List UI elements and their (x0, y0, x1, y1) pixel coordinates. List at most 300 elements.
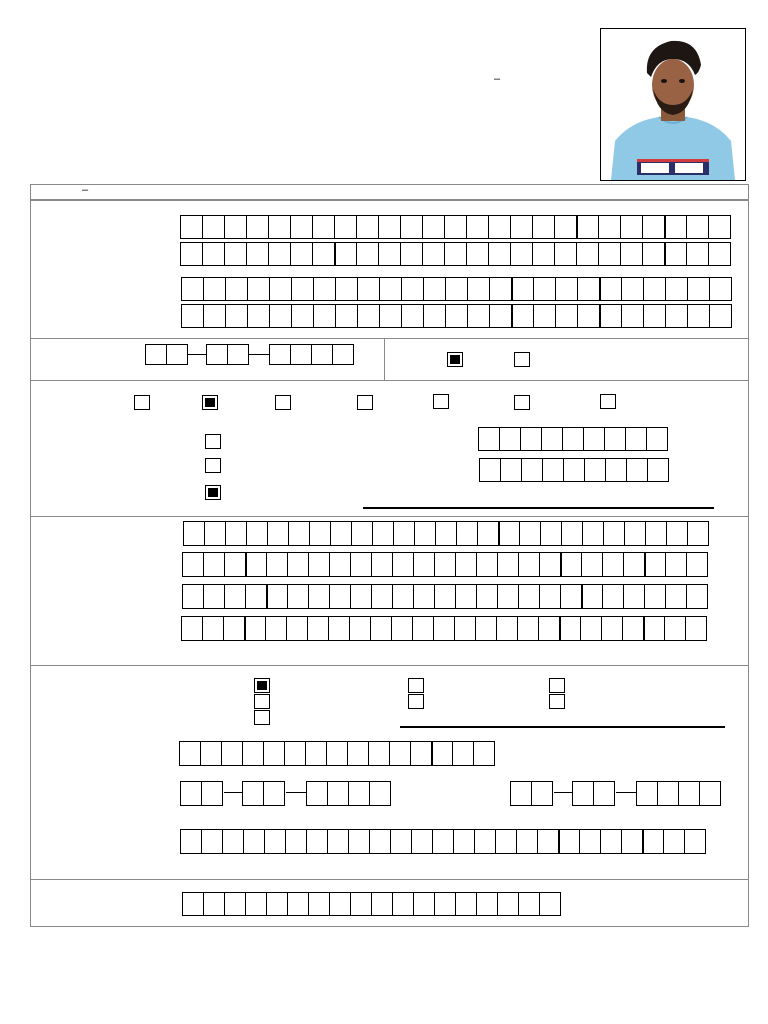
id-number-cell[interactable] (224, 892, 246, 916)
address-row-2-cell[interactable] (287, 552, 309, 577)
id-number-cell[interactable] (413, 892, 435, 916)
address-row-1-cell[interactable] (519, 521, 541, 546)
pin-code-cell[interactable] (305, 741, 327, 766)
phone-2-end-cell[interactable] (636, 781, 658, 806)
address-row-3-cell[interactable] (476, 584, 498, 609)
category-number-2[interactable] (479, 458, 669, 482)
address-row-4-cell[interactable] (622, 616, 644, 641)
address-row-3-cell[interactable] (224, 584, 246, 609)
name-row-3-cell[interactable] (467, 277, 490, 301)
address-row-1-cell[interactable] (351, 521, 373, 546)
address-row-2-cell[interactable] (392, 552, 414, 577)
phone-2-end-cell[interactable] (657, 781, 679, 806)
address-row-1-cell[interactable] (183, 521, 205, 546)
address-row-4-cell[interactable] (286, 616, 308, 641)
phone-1-end-cell[interactable] (327, 781, 349, 806)
address-row-2-cell[interactable] (539, 552, 561, 577)
email-row-cell[interactable] (243, 829, 265, 854)
name-row-1-cell[interactable] (598, 215, 621, 239)
name-row-4-cell[interactable] (467, 304, 490, 328)
address-row-2-cell[interactable] (560, 552, 582, 577)
name-row-4-cell[interactable] (511, 304, 534, 328)
category-number-2-cell[interactable] (500, 458, 522, 482)
address-row-3-cell[interactable] (287, 584, 309, 609)
pin-code-cell[interactable] (431, 741, 453, 766)
pin-code-cell[interactable] (326, 741, 348, 766)
address-row-4-cell[interactable] (580, 616, 602, 641)
email-row-cell[interactable] (432, 829, 454, 854)
name-row-1-cell[interactable] (246, 215, 269, 239)
email-row-cell[interactable] (642, 829, 664, 854)
id-number-cell[interactable] (182, 892, 204, 916)
name-row-3-cell[interactable] (511, 277, 534, 301)
email-row-cell[interactable] (201, 829, 223, 854)
pin-code-cell[interactable] (452, 741, 474, 766)
name-row-2-cell[interactable] (268, 242, 291, 266)
id-number-cell[interactable] (266, 892, 288, 916)
address-row-4-cell[interactable] (496, 616, 518, 641)
name-row-3-cell[interactable] (445, 277, 468, 301)
name-row-4-cell[interactable] (577, 304, 600, 328)
status-checkbox-1[interactable] (205, 434, 221, 449)
name-row-1-cell[interactable] (224, 215, 247, 239)
name-row-2-cell[interactable] (356, 242, 379, 266)
name-row-4-cell[interactable] (181, 304, 204, 328)
phone-1-mid[interactable] (242, 781, 285, 806)
address-row-1-cell[interactable] (309, 521, 331, 546)
address-row-3-cell[interactable] (560, 584, 582, 609)
address-row-1-cell[interactable] (435, 521, 457, 546)
category-checkbox-3[interactable] (275, 395, 291, 410)
name-row-3-cell[interactable] (555, 277, 578, 301)
dob-month[interactable] (206, 344, 249, 365)
id-number-cell[interactable] (287, 892, 309, 916)
address-row-4[interactable] (181, 616, 707, 641)
phone-2-mid[interactable] (572, 781, 615, 806)
address-row-4-cell[interactable] (685, 616, 707, 641)
name-row-1-cell[interactable] (290, 215, 313, 239)
name-row-4-cell[interactable] (379, 304, 402, 328)
address-row-3-cell[interactable] (686, 584, 708, 609)
id-number-cell[interactable] (539, 892, 561, 916)
address-row-4-cell[interactable] (244, 616, 266, 641)
name-row-2-cell[interactable] (642, 242, 665, 266)
name-row-4-cell[interactable] (533, 304, 556, 328)
dob-month-cell[interactable] (206, 344, 228, 365)
name-row-2-cell[interactable] (400, 242, 423, 266)
email-row-cell[interactable] (264, 829, 286, 854)
id-number-cell[interactable] (392, 892, 414, 916)
address-row-4-cell[interactable] (517, 616, 539, 641)
phone-1-mid-cell[interactable] (242, 781, 264, 806)
address-row-2-cell[interactable] (203, 552, 225, 577)
pin-code-cell[interactable] (473, 741, 495, 766)
name-row-4-cell[interactable] (357, 304, 380, 328)
name-row-3-cell[interactable] (599, 277, 622, 301)
name-row-4-cell[interactable] (269, 304, 292, 328)
address-type-checkbox-2[interactable] (254, 694, 270, 709)
name-row-4-cell[interactable] (687, 304, 710, 328)
email-row-cell[interactable] (600, 829, 622, 854)
name-row-3-cell[interactable] (687, 277, 710, 301)
address-row-2-cell[interactable] (266, 552, 288, 577)
address-row-4-cell[interactable] (643, 616, 665, 641)
address-row-2-cell[interactable] (581, 552, 603, 577)
email-row-cell[interactable] (537, 829, 559, 854)
name-row-4-cell[interactable] (489, 304, 512, 328)
address-row-4-cell[interactable] (601, 616, 623, 641)
address-row-2-cell[interactable] (497, 552, 519, 577)
category-checkbox-5[interactable] (433, 394, 449, 409)
category-number-2-cell[interactable] (584, 458, 606, 482)
name-row-2-cell[interactable] (290, 242, 313, 266)
address-row-1-cell[interactable] (645, 521, 667, 546)
name-row-1[interactable] (180, 215, 731, 239)
address-row-4-cell[interactable] (538, 616, 560, 641)
address-row-3-cell[interactable] (497, 584, 519, 609)
dob-year-cell[interactable] (311, 344, 333, 365)
pin-code-cell[interactable] (368, 741, 390, 766)
id-number-cell[interactable] (203, 892, 225, 916)
email-row-cell[interactable] (369, 829, 391, 854)
name-row-3-cell[interactable] (423, 277, 446, 301)
address-row-1-cell[interactable] (603, 521, 625, 546)
phone-1-end[interactable] (306, 781, 391, 806)
phone-1-code[interactable] (180, 781, 223, 806)
pin-code-cell[interactable] (347, 741, 369, 766)
name-row-3-cell[interactable] (665, 277, 688, 301)
name-row-4-cell[interactable] (247, 304, 270, 328)
address-row-3-cell[interactable] (350, 584, 372, 609)
name-row-2-cell[interactable] (378, 242, 401, 266)
name-row-2-cell[interactable] (466, 242, 489, 266)
name-row-3-cell[interactable] (247, 277, 270, 301)
category-checkbox-1[interactable] (134, 395, 150, 410)
name-row-1-cell[interactable] (334, 215, 357, 239)
name-row-1-cell[interactable] (378, 215, 401, 239)
name-row-3-cell[interactable] (335, 277, 358, 301)
address-row-3-cell[interactable] (329, 584, 351, 609)
phone-1-end-cell[interactable] (306, 781, 328, 806)
address-row-4-cell[interactable] (181, 616, 203, 641)
name-row-1-cell[interactable] (708, 215, 731, 239)
name-row-2-cell[interactable] (576, 242, 599, 266)
address-row-4-cell[interactable] (433, 616, 455, 641)
email-row-cell[interactable] (348, 829, 370, 854)
address-row-4-cell[interactable] (370, 616, 392, 641)
phone-2-code[interactable] (510, 781, 553, 806)
email-row[interactable] (180, 829, 706, 854)
address-row-4-cell[interactable] (391, 616, 413, 641)
address-row-3-cell[interactable] (434, 584, 456, 609)
name-row-2-cell[interactable] (554, 242, 577, 266)
address-row-4-cell[interactable] (559, 616, 581, 641)
name-row-1-cell[interactable] (400, 215, 423, 239)
email-row-cell[interactable] (285, 829, 307, 854)
address-row-4-cell[interactable] (328, 616, 350, 641)
name-row-3-cell[interactable] (291, 277, 314, 301)
address-row-2-cell[interactable] (434, 552, 456, 577)
address-row-3-cell[interactable] (203, 584, 225, 609)
address-row-2-cell[interactable] (665, 552, 687, 577)
address-row-4-cell[interactable] (664, 616, 686, 641)
address-row-2-cell[interactable] (308, 552, 330, 577)
phone-2-end[interactable] (636, 781, 721, 806)
email-row-cell[interactable] (663, 829, 685, 854)
email-row-cell[interactable] (453, 829, 475, 854)
address-type-checkbox-3[interactable] (254, 710, 270, 725)
name-row-4-cell[interactable] (599, 304, 622, 328)
name-row-1-cell[interactable] (554, 215, 577, 239)
category-number-1-cell[interactable] (499, 427, 521, 451)
email-row-cell[interactable] (579, 829, 601, 854)
name-row-1-cell[interactable] (686, 215, 709, 239)
category-checkbox-2[interactable] (202, 395, 218, 410)
pin-code-cell[interactable] (242, 741, 264, 766)
name-row-4-cell[interactable] (225, 304, 248, 328)
id-number-cell[interactable] (518, 892, 540, 916)
name-row-1-cell[interactable] (466, 215, 489, 239)
address-row-1[interactable] (183, 521, 709, 546)
address-row-3-cell[interactable] (413, 584, 435, 609)
name-row-1-cell[interactable] (422, 215, 445, 239)
category-number-1-cell[interactable] (583, 427, 605, 451)
gender-male-checkbox[interactable] (447, 352, 463, 367)
category-checkbox-6[interactable] (514, 395, 530, 410)
address-row-1-cell[interactable] (624, 521, 646, 546)
address-row-3-cell[interactable] (266, 584, 288, 609)
name-row-2-cell[interactable] (488, 242, 511, 266)
name-row-1-cell[interactable] (664, 215, 687, 239)
address-row-1-cell[interactable] (330, 521, 352, 546)
status-checkbox-3[interactable] (205, 485, 221, 500)
name-row-1-cell[interactable] (532, 215, 555, 239)
name-row-2-cell[interactable] (180, 242, 203, 266)
address-row-3-cell[interactable] (518, 584, 540, 609)
category-number-1-cell[interactable] (604, 427, 626, 451)
address-row-2[interactable] (182, 552, 708, 577)
address-row-2-cell[interactable] (623, 552, 645, 577)
address-row-1-cell[interactable] (687, 521, 709, 546)
name-row-2-cell[interactable] (444, 242, 467, 266)
name-row-3-cell[interactable] (533, 277, 556, 301)
address-row-3-cell[interactable] (182, 584, 204, 609)
phone-1-code-cell[interactable] (180, 781, 202, 806)
pin-code-cell[interactable] (263, 741, 285, 766)
name-row-1-cell[interactable] (312, 215, 335, 239)
address-row-4-cell[interactable] (223, 616, 245, 641)
phone-2-end-cell[interactable] (699, 781, 721, 806)
category-number-1-cell[interactable] (478, 427, 500, 451)
address-row-3-cell[interactable] (581, 584, 603, 609)
address-row-1-cell[interactable] (582, 521, 604, 546)
phone-2-mid-cell[interactable] (572, 781, 594, 806)
email-row-cell[interactable] (222, 829, 244, 854)
address-row-2-cell[interactable] (224, 552, 246, 577)
name-row-1-cell[interactable] (202, 215, 225, 239)
name-row-3-cell[interactable] (269, 277, 292, 301)
address-row-4-cell[interactable] (475, 616, 497, 641)
address-row-3-cell[interactable] (371, 584, 393, 609)
phone-1-end-cell[interactable] (348, 781, 370, 806)
name-row-1-cell[interactable] (356, 215, 379, 239)
address-row-1-cell[interactable] (204, 521, 226, 546)
name-row-2-cell[interactable] (664, 242, 687, 266)
category-number-1-cell[interactable] (541, 427, 563, 451)
address-row-3-cell[interactable] (665, 584, 687, 609)
id-number-cell[interactable] (434, 892, 456, 916)
dob-month-cell[interactable] (227, 344, 249, 365)
name-row-3-cell[interactable] (577, 277, 600, 301)
name-row-4-cell[interactable] (555, 304, 578, 328)
address-row-3[interactable] (182, 584, 708, 609)
name-row-1-cell[interactable] (620, 215, 643, 239)
email-row-cell[interactable] (306, 829, 328, 854)
address-row-1-cell[interactable] (540, 521, 562, 546)
dob-day-cell[interactable] (166, 344, 188, 365)
email-row-cell[interactable] (516, 829, 538, 854)
category-checkbox-7[interactable] (600, 394, 616, 409)
name-row-2-cell[interactable] (422, 242, 445, 266)
name-row-1-cell[interactable] (576, 215, 599, 239)
address-row-1-cell[interactable] (456, 521, 478, 546)
category-number-2-cell[interactable] (542, 458, 564, 482)
name-row-2-cell[interactable] (620, 242, 643, 266)
address-row-1-cell[interactable] (477, 521, 499, 546)
name-row-3-cell[interactable] (181, 277, 204, 301)
address-row-2-cell[interactable] (182, 552, 204, 577)
name-row-4-cell[interactable] (291, 304, 314, 328)
address-row-3-cell[interactable] (308, 584, 330, 609)
address-row-4-cell[interactable] (349, 616, 371, 641)
name-row-4-cell[interactable] (335, 304, 358, 328)
address-type-checkbox-1[interactable] (254, 678, 270, 693)
name-row-2-cell[interactable] (532, 242, 555, 266)
name-row-2[interactable] (180, 242, 731, 266)
name-row-1-cell[interactable] (268, 215, 291, 239)
gender-female-checkbox[interactable] (514, 352, 530, 367)
email-row-cell[interactable] (411, 829, 433, 854)
category-number-1[interactable] (478, 427, 668, 451)
dob-day-cell[interactable] (145, 344, 167, 365)
name-row-1-cell[interactable] (180, 215, 203, 239)
address-row-3-cell[interactable] (623, 584, 645, 609)
name-row-4-cell[interactable] (313, 304, 336, 328)
address-row-2-cell[interactable] (644, 552, 666, 577)
id-number-cell[interactable] (455, 892, 477, 916)
email-row-cell[interactable] (390, 829, 412, 854)
dob-day[interactable] (145, 344, 188, 365)
address-row-2-cell[interactable] (518, 552, 540, 577)
name-row-2-cell[interactable] (224, 242, 247, 266)
email-row-cell[interactable] (684, 829, 706, 854)
id-number-cell[interactable] (350, 892, 372, 916)
id-number[interactable] (182, 892, 561, 916)
pin-code-cell[interactable] (179, 741, 201, 766)
email-row-cell[interactable] (558, 829, 580, 854)
address-row-1-cell[interactable] (393, 521, 415, 546)
address-row-4-cell[interactable] (202, 616, 224, 641)
name-row-4-cell[interactable] (643, 304, 666, 328)
name-row-2-cell[interactable] (246, 242, 269, 266)
address-row-2-cell[interactable] (455, 552, 477, 577)
dob-year[interactable] (269, 344, 354, 365)
name-row-4-cell[interactable] (203, 304, 226, 328)
category-number-1-cell[interactable] (625, 427, 647, 451)
name-row-2-cell[interactable] (202, 242, 225, 266)
id-number-cell[interactable] (245, 892, 267, 916)
category-number-2-cell[interactable] (626, 458, 648, 482)
address-row-1-cell[interactable] (561, 521, 583, 546)
address-row-2-cell[interactable] (245, 552, 267, 577)
address-row-3-cell[interactable] (602, 584, 624, 609)
name-row-1-cell[interactable] (642, 215, 665, 239)
address-type-checkbox-5[interactable] (408, 694, 424, 709)
phone-2-mid-cell[interactable] (593, 781, 615, 806)
address-row-4-cell[interactable] (307, 616, 329, 641)
address-row-2-cell[interactable] (371, 552, 393, 577)
address-row-3-cell[interactable] (644, 584, 666, 609)
phone-2-code-cell[interactable] (531, 781, 553, 806)
name-row-3-cell[interactable] (401, 277, 424, 301)
id-number-cell[interactable] (329, 892, 351, 916)
pin-code-cell[interactable] (389, 741, 411, 766)
pin-code-cell[interactable] (221, 741, 243, 766)
dob-year-cell[interactable] (269, 344, 291, 365)
name-row-3-cell[interactable] (379, 277, 402, 301)
pin-code-cell[interactable] (410, 741, 432, 766)
address-row-3-cell[interactable] (539, 584, 561, 609)
address-row-2-cell[interactable] (686, 552, 708, 577)
name-row-2-cell[interactable] (334, 242, 357, 266)
email-row-cell[interactable] (327, 829, 349, 854)
category-number-1-cell[interactable] (520, 427, 542, 451)
name-row-4-cell[interactable] (423, 304, 446, 328)
name-row-3-cell[interactable] (203, 277, 226, 301)
category-number-2-cell[interactable] (479, 458, 501, 482)
id-number-cell[interactable] (476, 892, 498, 916)
address-row-2-cell[interactable] (350, 552, 372, 577)
email-row-cell[interactable] (180, 829, 202, 854)
name-row-3-cell[interactable] (225, 277, 248, 301)
category-checkbox-4[interactable] (357, 395, 373, 410)
name-row-2-cell[interactable] (686, 242, 709, 266)
address-row-3-cell[interactable] (455, 584, 477, 609)
category-number-2-cell[interactable] (647, 458, 669, 482)
name-row-3-cell[interactable] (621, 277, 644, 301)
category-number-2-cell[interactable] (521, 458, 543, 482)
name-row-2-cell[interactable] (708, 242, 731, 266)
address-row-2-cell[interactable] (602, 552, 624, 577)
category-number-1-cell[interactable] (562, 427, 584, 451)
email-row-cell[interactable] (495, 829, 517, 854)
phone-1-code-cell[interactable] (201, 781, 223, 806)
name-row-4-cell[interactable] (709, 304, 732, 328)
name-row-3-cell[interactable] (643, 277, 666, 301)
address-row-1-cell[interactable] (288, 521, 310, 546)
phone-2-end-cell[interactable] (678, 781, 700, 806)
address-row-1-cell[interactable] (666, 521, 688, 546)
name-row-3-cell[interactable] (489, 277, 512, 301)
name-row-4-cell[interactable] (665, 304, 688, 328)
name-row-3-cell[interactable] (357, 277, 380, 301)
address-type-checkbox-4[interactable] (408, 678, 424, 693)
address-type-checkbox-6[interactable] (549, 678, 565, 693)
name-row-2-cell[interactable] (510, 242, 533, 266)
phone-2-code-cell[interactable] (510, 781, 532, 806)
name-row-4-cell[interactable] (445, 304, 468, 328)
id-number-cell[interactable] (308, 892, 330, 916)
